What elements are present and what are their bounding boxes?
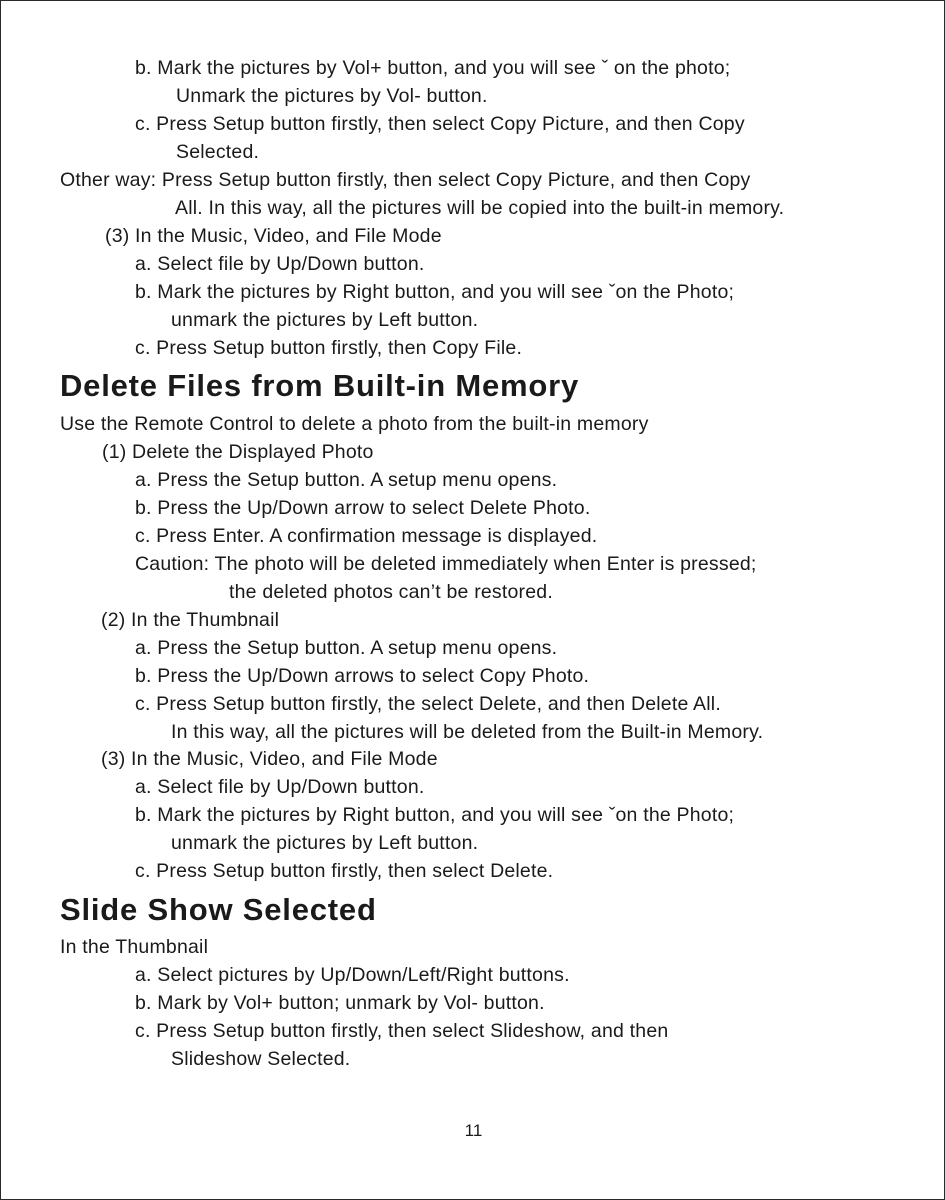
copy-step-c-line1: c. Press Setup button firstly, then select Copy Picture, and then Copy — [135, 113, 745, 135]
copy-mode-3-step-b-line1: b. Mark the pictures by Right button, and you will see ˇon the Photo; — [135, 281, 735, 303]
delete-section-heading: Delete Files from Built-in Memory — [60, 368, 580, 403]
delete-sub-3-heading: (3) In the Music, Video, and File Mode — [101, 748, 438, 770]
delete-sub-2-heading: (2) In the Thumbnail — [101, 609, 280, 631]
copy-step-b-line1: b. Mark the pictures by Vol+ button, and you will see ˇ on the photo; — [135, 57, 731, 79]
slideshow-intro: In the Thumbnail — [60, 936, 209, 958]
other-way-line2: All. In this way, all the pictures will be copied into the built-in memory. — [175, 197, 785, 219]
caution-line2: the deleted photos can’t be restored. — [229, 581, 553, 603]
caution-line1: Caution: The photo will be deleted immediately when Enter is pressed; — [135, 553, 757, 575]
copy-mode-3-step-c: c. Press Setup button firstly, then Copy File. — [135, 337, 523, 359]
delete-sub-1-step-a: a. Press the Setup button. A setup menu opens. — [135, 469, 558, 491]
slideshow-step-c-line1: c. Press Setup button firstly, then select Slideshow, and then — [135, 1020, 669, 1042]
delete-sub-3-step-a: a. Select file by Up/Down button. — [135, 776, 425, 798]
copy-mode-3-step-a: a. Select file by Up/Down button. — [135, 253, 425, 275]
page-number: 11 — [464, 1121, 483, 1140]
copy-step-b-line2: Unmark the pictures by Vol- button. — [176, 85, 488, 107]
other-way-line1: Other way: Press Setup button firstly, then select Copy Picture, and then Copy — [60, 169, 751, 191]
delete-sub-1-step-c: c. Press Enter. A confirmation message is displayed. — [135, 525, 598, 547]
delete-sub-2-step-b: b. Press the Up/Down arrows to select Copy Photo. — [135, 665, 590, 687]
copy-mode-3-step-b-line2: unmark the pictures by Left button. — [171, 309, 479, 331]
delete-sub-1-step-b: b. Press the Up/Down arrow to select Delete Photo. — [135, 497, 591, 519]
slideshow-step-c-line2: Slideshow Selected. — [171, 1048, 351, 1070]
delete-sub-2-step-c-line2: In this way, all the pictures will be deleted from the Built-in Memory. — [171, 721, 764, 743]
copy-step-c-line2: Selected. — [176, 141, 260, 163]
delete-intro: Use the Remote Control to delete a photo from the built-in memory — [60, 413, 649, 435]
delete-sub-2-step-a: a. Press the Setup button. A setup menu opens. — [135, 637, 558, 659]
slideshow-step-a: a. Select pictures by Up/Down/Left/Right buttons. — [135, 964, 570, 986]
delete-sub-1-heading: (1) Delete the Displayed Photo — [102, 441, 374, 463]
slideshow-step-b: b. Mark by Vol+ button; unmark by Vol- button. — [135, 992, 545, 1014]
delete-sub-3-step-c: c. Press Setup button firstly, then select Delete. — [135, 860, 554, 882]
slideshow-section-heading: Slide Show Selected — [60, 892, 377, 927]
delete-sub-3-step-b-line2: unmark the pictures by Left button. — [171, 832, 479, 854]
delete-sub-2-step-c-line1: c. Press Setup button firstly, the select Delete, and then Delete All. — [135, 693, 721, 715]
delete-sub-3-step-b-line1: b. Mark the pictures by Right button, and you will see ˇon the Photo; — [135, 804, 735, 826]
copy-mode-3-heading: (3) In the Music, Video, and File Mode — [105, 225, 442, 247]
